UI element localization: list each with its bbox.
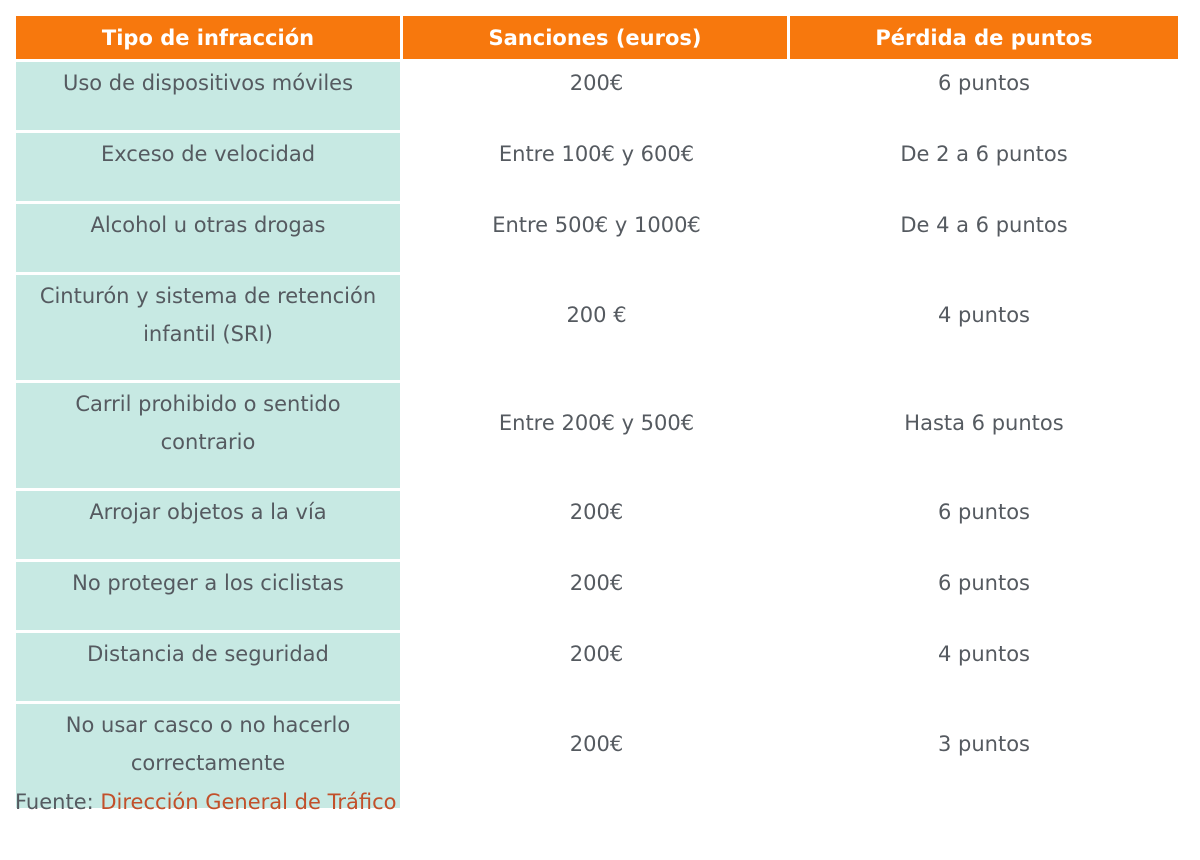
header-perdida-puntos: Pérdida de puntos xyxy=(790,16,1178,59)
cell-sancion: Entre 200€ y 500€ xyxy=(498,411,695,435)
table-row xyxy=(16,130,1178,201)
table-row xyxy=(16,59,1178,130)
cell-sancion: 200€ xyxy=(569,500,624,524)
table-row xyxy=(16,380,1178,488)
cell-puntos: De 2 a 6 puntos xyxy=(900,142,1068,166)
cell-tipo: No proteger a los ciclistas xyxy=(16,562,403,630)
cell-tipo: Alcohol u otras drogas xyxy=(16,204,403,272)
table-row xyxy=(16,201,1178,272)
header-sanciones: Sanciones (euros) xyxy=(403,16,790,59)
cell-puntos: 6 puntos xyxy=(937,71,1030,95)
cell-sancion: 200€ xyxy=(569,571,624,595)
cell-tipo: Distancia de seguridad xyxy=(16,633,403,701)
cell-puntos: Hasta 6 puntos xyxy=(904,411,1064,435)
cell-sancion: 200€ xyxy=(569,71,624,95)
source-prefix: Fuente: xyxy=(15,790,101,814)
header-tipo-infraccion: Tipo de infracción xyxy=(16,16,403,59)
cell-tipo: Carril prohibido o sentido contrario xyxy=(16,383,403,488)
cell-sancion: 200€ xyxy=(569,642,624,666)
source-note xyxy=(15,790,396,814)
table-row xyxy=(16,559,1178,630)
cell-sancion: 200€ xyxy=(569,732,624,756)
cell-tipo: Cinturón y sistema de retención infantil (SRI) xyxy=(16,275,403,380)
table-row xyxy=(16,488,1178,559)
cell-sancion: 200 € xyxy=(566,303,627,327)
table-row xyxy=(16,630,1178,701)
table-row xyxy=(16,272,1178,380)
cell-puntos: 3 puntos xyxy=(937,732,1030,756)
table-header xyxy=(16,16,1178,59)
infractions-table xyxy=(16,16,1178,808)
cell-tipo: Uso de dispositivos móviles xyxy=(16,62,403,130)
cell-tipo: Arrojar objetos a la vía xyxy=(16,491,403,559)
cell-puntos: De 4 a 6 puntos xyxy=(900,213,1068,237)
cell-tipo: Exceso de velocidad xyxy=(16,133,403,201)
cell-puntos: 4 puntos xyxy=(937,303,1030,327)
cell-sancion: Entre 500€ y 1000€ xyxy=(492,213,701,237)
cell-puntos: 6 puntos xyxy=(937,571,1030,595)
cell-tipo: No usar casco o no hacerlo correctamente xyxy=(16,704,403,808)
cell-puntos: 4 puntos xyxy=(937,642,1030,666)
cell-sancion: Entre 100€ y 600€ xyxy=(498,142,695,166)
source-link[interactable]: Dirección General de Tráfico xyxy=(100,790,397,814)
cell-puntos: 6 puntos xyxy=(937,500,1030,524)
